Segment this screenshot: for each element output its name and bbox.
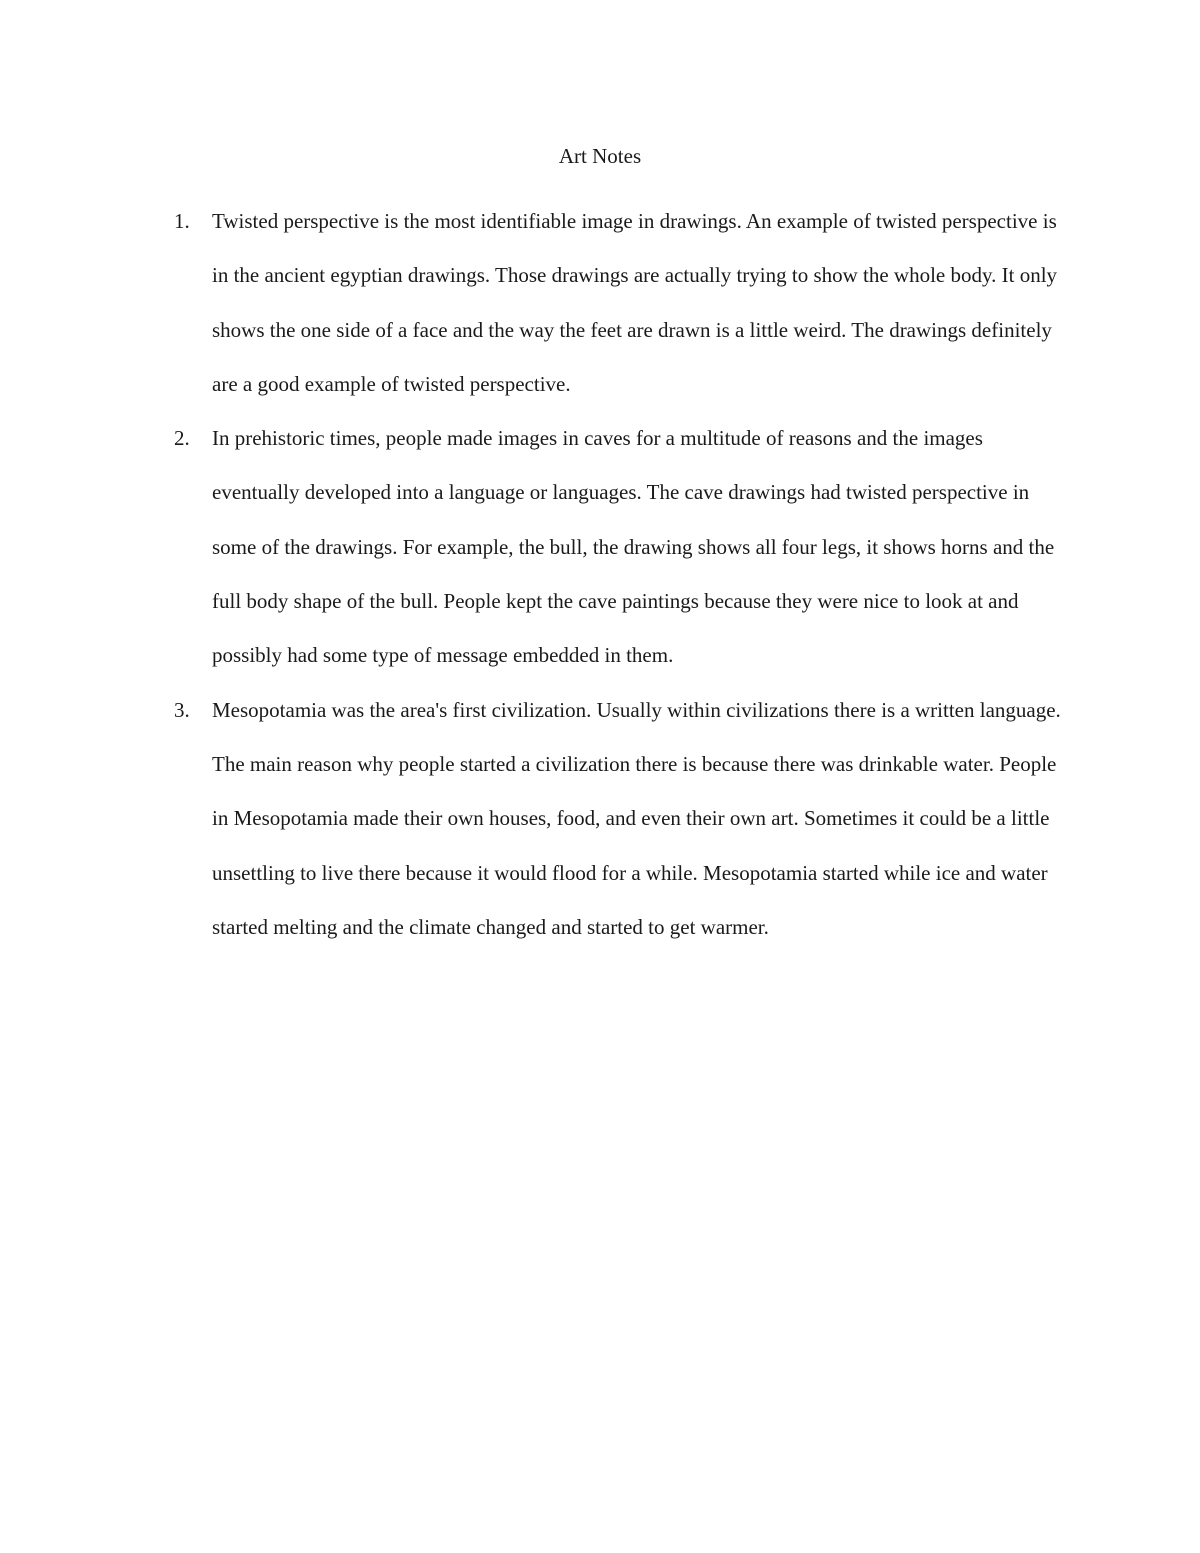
notes-list: [174, 194, 1064, 954]
note-text: Twisted perspective is the most identifiable image in drawings. An example of twisted perspective is in the ancient egyptian drawings. Those drawings are actually trying to show the whole body. It only shows the one side of a face and the way the feet are drawn is a little weird. The drawings definitely are a good example of twisted perspective.: [212, 209, 1058, 396]
note-number: 2.: [174, 426, 190, 451]
note-item-3: [174, 683, 1064, 954]
note-number: 1.: [174, 209, 190, 233]
note-number: 3.: [174, 697, 190, 722]
note-item-1: [174, 194, 1064, 411]
note-text: Mesopotamia was the area's first civilization. Usually within civilizations there is a written language. The main reason why people started a civilization there is because there was drinkable water. People in Mesopotamia made their own houses, food, and even their own art. Sometimes it could be a little unsettling to live there because it would flood for a while. Mesopotamia started while ice and water started melting and the climate changed and started to get warmer.: [212, 697, 1061, 939]
document-title: Art Notes: [558, 144, 642, 168]
note-item-2: [174, 411, 1064, 682]
note-text: In prehistoric times, people made images in caves for a multitude of reasons and the images eventually developed into a language or languages. The cave drawings had twisted perspective in some of the drawings. For example, the bull, the drawing shows all four legs, it shows horns and the full body shape of the bull. People kept the cave paintings because they were nice to look at and possibly had some type of message embedded in them.: [212, 426, 1055, 668]
